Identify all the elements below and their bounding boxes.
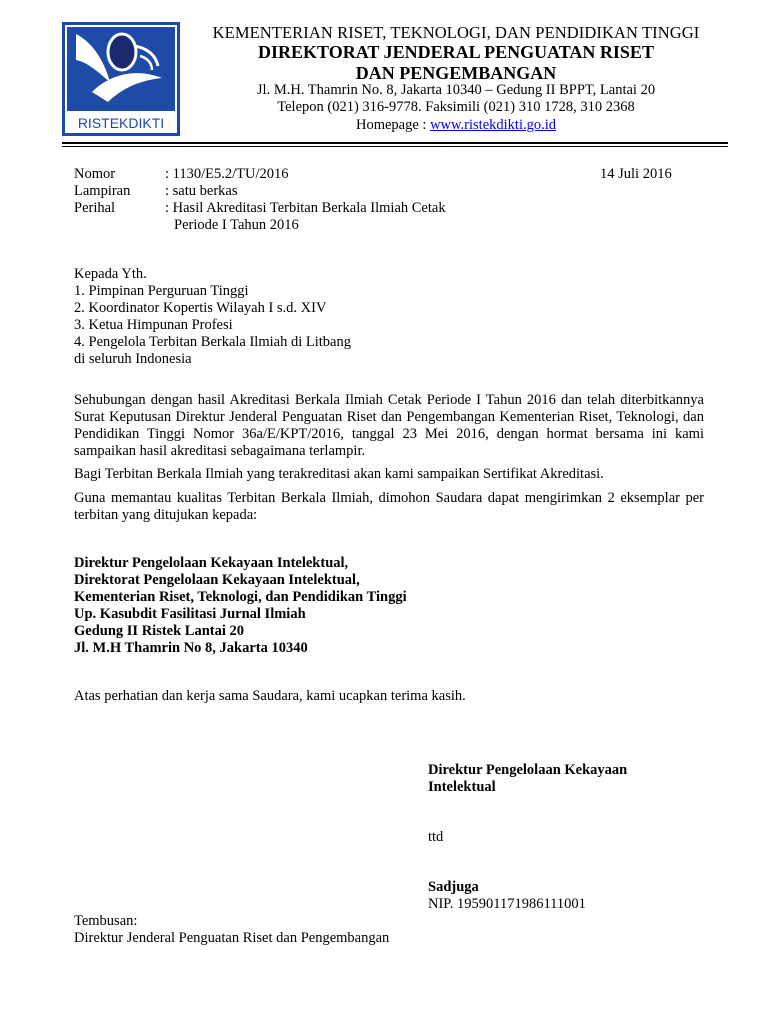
recipients-heading: Kepada Yth. xyxy=(74,266,147,282)
address-line: Direktorat Pengelolaan Kekayaan Intelektual, xyxy=(74,572,360,588)
recipient-item: 2. Koordinator Kopertis Wilayah I s.d. XIV xyxy=(74,300,327,316)
nomor-label: Nomor xyxy=(74,166,116,182)
signatory-title-line-2: Intelektual xyxy=(428,779,496,795)
signatory-title-line-1: Direktur Pengelolaan Kekayaan xyxy=(428,762,628,778)
signatory-nip: NIP. 195901171986111001 xyxy=(428,896,586,912)
homepage-label: Homepage : xyxy=(355,117,431,133)
address-line: Gedung II Ristek Lantai 20 xyxy=(74,623,245,639)
ristekdikti-logo xyxy=(62,22,180,136)
body-paragraph-1: Sehubungan dengan hasil Akreditasi Berkala Ilmiah Cetak Periode I Tahun 2016 dan telah diterbitkannya Surat Keputusan Direktur Jenderal Penguatan Riset dan Pengembangan Kementerian Riset, Teknologi, dan Pendidikan Tinggi Nomor 36a/E/KPT/2016, tanggal 23 Mei 2016, dengan hormat bersama ini kami sampaikan hasil akreditasi sebagaimana terlampir. xyxy=(74,392,704,459)
recipient-item: 1. Pimpinan Perguruan Tinggi xyxy=(74,283,249,299)
homepage xyxy=(186,117,726,134)
recipient-item: 4. Pengelola Terbitan Berkala Ilmiah di Litbang xyxy=(74,334,351,350)
address-line: Jl. M.H Thamrin No 8, Jakarta 10340 xyxy=(74,640,308,656)
signatory-name: Sadjuga xyxy=(428,879,479,895)
cc-item: Direktur Jenderal Penguatan Riset dan Pengembangan xyxy=(74,930,390,946)
letterhead-rule-thick xyxy=(62,142,728,144)
body-paragraph-3: Guna memantau kualitas Terbitan Berkala Ilmiah, dimohon Saudara dapat mengirimkan 2 eksemplar per terbitan yang ditujukan kepada: xyxy=(74,490,704,523)
letter-date: 14 Juli 2016 xyxy=(600,166,672,182)
signature-ttd: ttd xyxy=(428,829,444,845)
lampiran-label: Lampiran xyxy=(74,183,131,199)
phone-fax: Telepon (021) 316-9778. Faksimili (021) 310 1728, 310 2368 xyxy=(277,99,635,115)
homepage-link[interactable]: www.ristekdikti.go.id xyxy=(430,117,557,133)
directorate-line-2: DAN PENGEMBANGAN xyxy=(355,63,557,83)
address-line: Kementerian Riset, Teknologi, dan Pendidikan Tinggi xyxy=(74,589,407,605)
address: Jl. M.H. Thamrin No. 8, Jakarta 10340 – Gedung II BPPT, Lantai 20 xyxy=(256,82,656,98)
perihal-label: Perihal xyxy=(74,200,116,216)
letterhead-rule-thin xyxy=(62,146,728,147)
logo-text: RISTEKDIKTI xyxy=(77,115,165,131)
address-line: Direktur Pengelolaan Kekayaan Intelektual, xyxy=(74,555,349,571)
address-line: Up. Kasubdit Fasilitasi Jurnal Ilmiah xyxy=(74,606,306,622)
recipients-location: di seluruh Indonesia xyxy=(74,351,192,367)
perihal-value-line-2: Periode I Tahun 2016 xyxy=(174,217,299,233)
nomor-value: : 1130/E5.2/TU/2016 xyxy=(165,166,289,182)
body-paragraph-2: Bagi Terbitan Berkala Ilmiah yang terakreditasi akan kami sampaikan Sertifikat Akreditasi. xyxy=(74,466,604,482)
ministry-name: KEMENTERIAN RISET, TEKNOLOGI, DAN PENDIDIKAN TINGGI xyxy=(212,23,700,42)
perihal-value-line-1: : Hasil Akreditasi Terbitan Berkala Ilmiah Cetak xyxy=(165,200,446,216)
cc-heading: Tembusan: xyxy=(74,913,138,929)
closing-sentence: Atas perhatian dan kerja sama Saudara, kami ucapkan terima kasih. xyxy=(74,688,466,704)
recipient-item: 3. Ketua Himpunan Profesi xyxy=(74,317,233,333)
directorate-line-1: DIREKTORAT JENDERAL PENGUATAN RISET xyxy=(258,42,654,62)
lampiran-value: : satu berkas xyxy=(165,183,238,199)
